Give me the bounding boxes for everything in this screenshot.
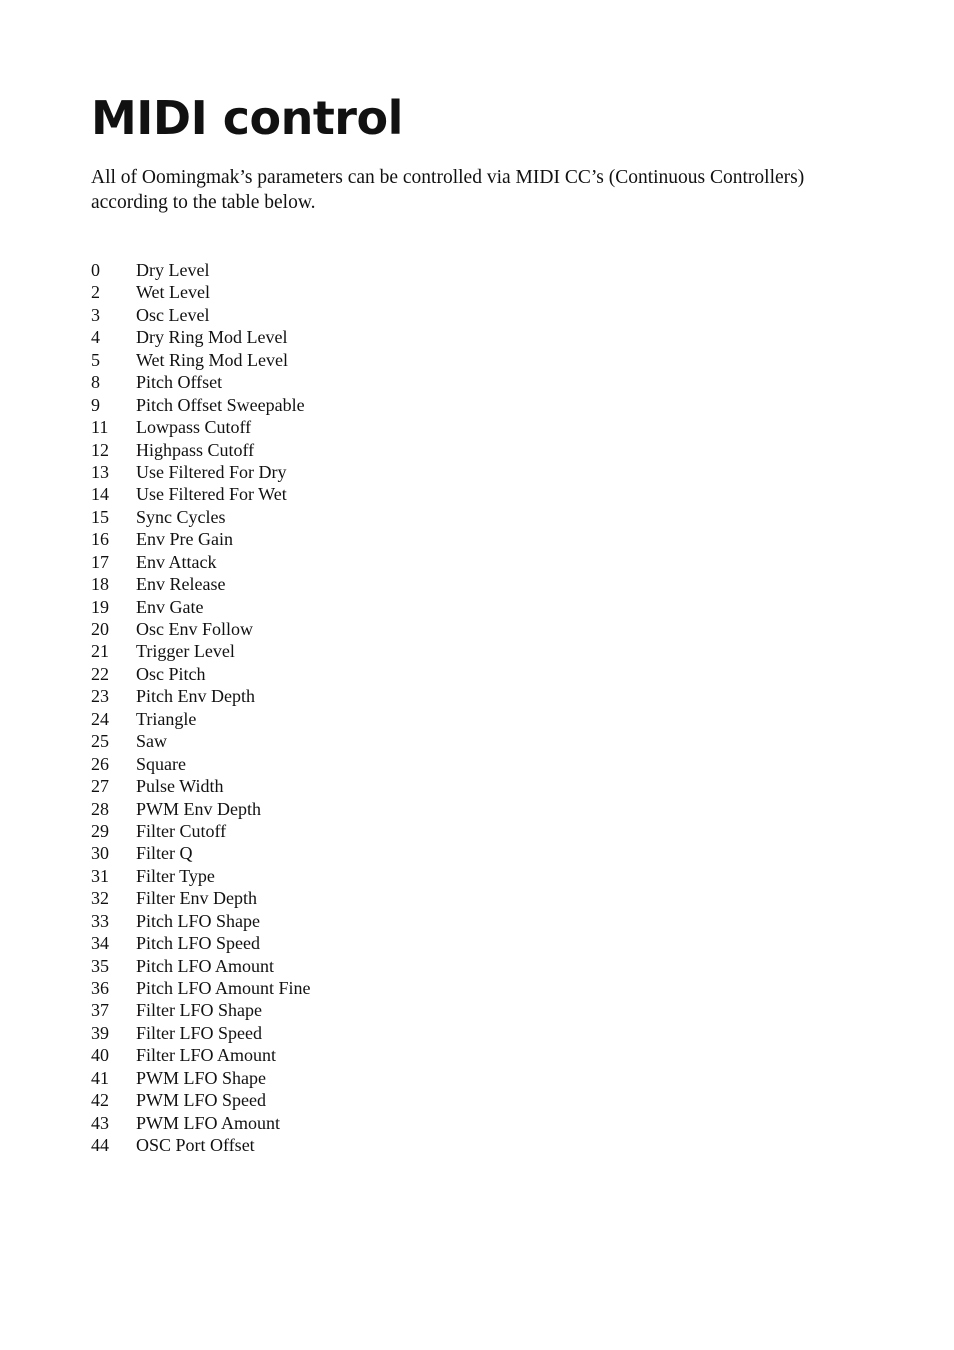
parameter-name: Square [136,753,186,774]
table-row [91,865,311,887]
parameter-name: Pitch Offset [136,372,223,393]
cc-number: 34 [91,933,109,954]
cc-number: 11 [91,417,109,438]
cc-number: 44 [91,1135,109,1156]
parameter-name: PWM LFO Amount [136,1112,281,1133]
table-row [91,910,311,932]
table-row [91,753,311,775]
cc-number: 19 [91,596,109,617]
parameter-name: Trigger Level [136,641,235,662]
cc-number: 9 [91,394,100,415]
parameter-name: Pitch LFO Speed [136,933,260,954]
cc-number: 37 [91,1000,109,1021]
cc-number: 28 [91,798,109,819]
parameter-name: Pulse Width [136,776,224,797]
cc-number: 27 [91,776,109,797]
table-row [91,1022,311,1044]
page-title: MIDI control [91,91,403,145]
parameter-name: Env Attack [136,551,217,572]
table-row [91,483,311,505]
cc-number: 13 [91,461,109,482]
table-row [91,326,311,348]
cc-number: 35 [91,955,109,976]
parameter-name: Filter LFO Amount [136,1045,277,1066]
cc-number: 42 [91,1090,109,1111]
table-row [91,439,311,461]
table-row [91,618,311,640]
table-row [91,1044,311,1066]
cc-number: 25 [91,731,109,752]
parameter-name: Pitch Offset Sweepable [136,394,305,415]
parameter-name: Pitch Env Depth [136,686,255,707]
table-row [91,596,311,618]
cc-number: 41 [91,1067,109,1088]
cc-number: 26 [91,753,109,774]
table-row [91,887,311,909]
table-row [91,506,311,528]
cc-number: 2 [91,282,100,303]
cc-number: 18 [91,574,109,595]
parameter-name: OSC Port Offset [136,1135,255,1156]
parameter-name: Use Filtered For Wet [136,484,287,505]
table-row [91,1089,311,1111]
cc-number: 17 [91,551,109,572]
cc-number: 15 [91,506,109,527]
parameter-name: Filter LFO Shape [136,1000,262,1021]
cc-number: 3 [91,304,100,325]
cc-number: 36 [91,978,109,998]
cc-number: 21 [91,641,109,662]
cc-number: 31 [91,865,109,886]
parameter-name: Pitch LFO Amount Fine [136,978,311,998]
parameter-name: Osc Pitch [136,663,206,684]
table-row [91,551,311,573]
cc-number: 40 [91,1045,109,1066]
parameter-name: Filter Q [136,843,193,864]
parameter-name: Env Release [136,574,226,595]
table-row [91,394,311,416]
cc-number: 32 [91,888,109,909]
parameter-name: Use Filtered For Dry [136,461,287,482]
parameter-name: Triangle [136,708,197,729]
table-row [91,416,311,438]
parameter-name: Dry Level [136,260,210,280]
parameter-name: Wet Level [136,282,211,303]
table-row [91,304,311,326]
cc-number: 16 [91,529,109,550]
parameter-name: Wet Ring Mod Level [136,349,289,370]
parameter-name: Lowpass Cutoff [136,417,252,438]
table-row [91,1067,311,1089]
cc-number: 24 [91,708,109,729]
table-row [91,349,311,371]
cc-number: 5 [91,349,100,370]
cc-number: 29 [91,820,109,841]
cc-number: 39 [91,1022,109,1043]
table-row [91,685,311,707]
parameter-name: Dry Ring Mod Level [136,327,288,348]
table-row [91,775,311,797]
table-row [91,955,311,977]
cc-number: 12 [91,439,109,460]
parameter-name: Filter LFO Speed [136,1022,262,1043]
parameter-name: Saw [136,731,167,752]
table-row [91,371,311,393]
table-row [91,573,311,595]
table-row [91,1112,311,1134]
parameter-name: Filter Env Depth [136,888,257,909]
table-row [91,798,311,820]
parameter-name: PWM LFO Shape [136,1067,266,1088]
cc-number: 33 [91,910,109,931]
parameter-name: PWM Env Depth [136,798,261,819]
parameter-name: Highpass Cutoff [136,439,255,460]
parameter-name: Pitch LFO Shape [136,910,260,931]
parameter-name: Env Gate [136,596,204,617]
parameter-name: Pitch LFO Amount [136,955,275,976]
parameter-name: Env Pre Gain [136,529,233,550]
table-row [91,730,311,752]
table-row [91,842,311,864]
cc-number: 4 [91,327,100,348]
table-row [91,1134,311,1156]
table-row [91,259,311,281]
table-row [91,461,311,483]
cc-number: 8 [91,372,100,393]
table-row [91,820,311,842]
parameter-name: Sync Cycles [136,506,226,527]
parameter-name: Filter Type [136,865,215,886]
table-row [91,999,311,1021]
table-row [91,977,311,999]
cc-number: 22 [91,663,109,684]
intro-paragraph: All of Oomingmak’s parameters can be controlled via MIDI CC’s (Continuous Controllers) according to the table below. [91,167,805,213]
parameter-name: Filter Cutoff [136,820,227,841]
table-row [91,281,311,303]
parameter-name: Osc Env Follow [136,619,253,639]
cc-number: 23 [91,686,109,707]
table-row [91,640,311,662]
cc-number: 30 [91,843,109,864]
cc-number: 20 [91,619,109,639]
parameter-name: PWM LFO Speed [136,1090,266,1111]
cc-number: 43 [91,1112,109,1133]
cc-number: 0 [91,260,100,280]
cc-number: 14 [91,484,109,505]
table-row [91,663,311,685]
table-row [91,708,311,730]
parameter-name: Osc Level [136,304,210,325]
table-row [91,528,311,550]
table-row [91,932,311,954]
midi-cc-table [91,259,311,1157]
